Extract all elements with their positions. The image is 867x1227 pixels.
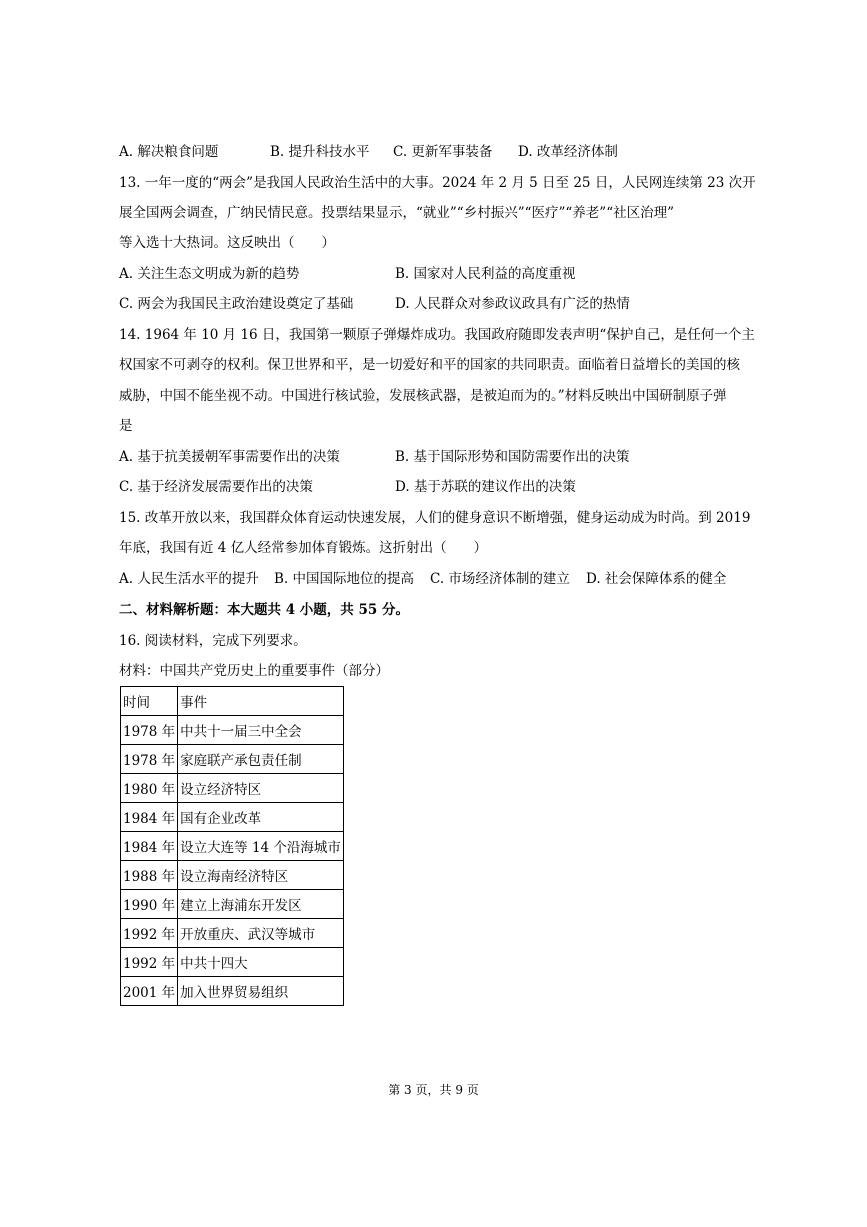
q13-stem-line-2: 展全国两会调查，广纳民情民意。投票结果显示，“就业”“乡村振兴”“医疗”“养老”“社区治理”: [119, 205, 675, 221]
table-cell-event: 设立经济特区: [178, 774, 344, 803]
events-table: [120, 686, 344, 1006]
table-header-event: 事件: [178, 687, 344, 716]
q13-stem-line-3: 等入选十大热词。这反映出（ ）: [119, 235, 335, 251]
q15-option-a: A. 人民生活水平的提升: [119, 571, 259, 587]
q14-stem-line-1: 14. 1964 年 10 月 16 日，我国第一颗原子弹爆炸成功。我国政府随即发表声明“保护自己，是任何一个主: [119, 327, 755, 343]
q15-stem-line-2: 年底，我国有近 4 亿人经常参加体育锻炼。这折射出（ ）: [119, 540, 488, 556]
q13-option-d: D. 人民群众对参政议政具有广泛的热情: [395, 296, 630, 312]
table-row: [121, 832, 344, 861]
table-row: [121, 890, 344, 919]
q14-option-b: B. 基于国际形势和国防需要作出的决策: [395, 449, 630, 465]
table-cell-event: 开放重庆、武汉等城市: [178, 919, 344, 948]
q13-option-b: B. 国家对人民利益的高度重视: [395, 266, 576, 282]
q15-option-c: C. 市场经济体制的建立: [430, 571, 570, 587]
table-header-row: [121, 687, 344, 716]
table-header-time: 时间: [121, 687, 178, 716]
table-cell-time: 1980 年: [121, 774, 178, 803]
table-row: [121, 803, 344, 832]
q12-option-c: C. 更新军事装备: [393, 144, 493, 160]
table-cell-event: 中共十四大: [178, 948, 344, 977]
page-footer: 第 3 页，共 9 页: [388, 1083, 479, 1097]
table-cell-event: 中共十一届三中全会: [178, 716, 344, 745]
q14-option-c: C. 基于经济发展需要作出的决策: [119, 479, 313, 495]
table-cell-time: 1988 年: [121, 861, 178, 890]
table-cell-time: 1978 年: [121, 716, 178, 745]
q15-option-b: B. 中国国际地位的提高: [274, 571, 415, 587]
q14-stem-line-3: 威胁，中国不能坐视不动。中国进行核试验，发展核武器，是被迫而为的。”材料反映出中国研制原子弹: [119, 388, 727, 404]
table-cell-time: 2001 年: [121, 977, 178, 1006]
table-cell-event: 建立上海浦东开发区: [178, 890, 344, 919]
table-cell-time: 1992 年: [121, 948, 178, 977]
material-caption: 材料：中国共产党历史上的重要事件（部分）: [119, 663, 389, 679]
q15-option-d: D. 社会保障体系的健全: [586, 571, 727, 587]
table-cell-time: 1984 年: [121, 803, 178, 832]
table-row: [121, 948, 344, 977]
q14-option-a: A. 基于抗美援朝军事需要作出的决策: [119, 449, 340, 465]
table-cell-time: 1978 年: [121, 745, 178, 774]
table-row: [121, 745, 344, 774]
q12-option-d: D. 改革经济体制: [518, 144, 618, 160]
table-cell-event: 家庭联产承包责任制: [178, 745, 344, 774]
table-row: [121, 774, 344, 803]
q14-stem-line-4: 是: [119, 418, 133, 434]
table-row: [121, 919, 344, 948]
q14-option-d: D. 基于苏联的建议作出的决策: [395, 479, 576, 495]
table-row: [121, 861, 344, 890]
q13-option-c: C. 两会为我国民主政治建设奠定了基础: [119, 296, 354, 312]
q15-stem-line-1: 15. 改革开放以来，我国群众体育运动快速发展，人们的健身意识不断增强，健身运动成为时尚。到 2019: [119, 510, 751, 526]
table-cell-event: 设立海南经济特区: [178, 861, 344, 890]
q16-prompt: 16. 阅读材料，完成下列要求。: [119, 633, 307, 649]
table-cell-event: 设立大连等 14 个沿海城市: [178, 832, 344, 861]
q12-option-a: A. 解决粮食问题: [119, 144, 219, 160]
q13-stem-line-1: 13. 一年一度的“两会”是我国人民政治生活中的大事。2024 年 2 月 5 日至 25 日，人民网连续第 23 次开: [119, 175, 756, 191]
section-2-heading: 二、材料解析题：本大题共 4 小题，共 55 分。: [119, 602, 409, 618]
q12-option-b: B. 提升科技水平: [270, 144, 370, 160]
q14-stem-line-2: 权国家不可剥夺的权利。保卫世界和平，是一切爱好和平的国家的共同职责。面临着日益增长的美国的核: [119, 357, 740, 373]
table-cell-time: 1992 年: [121, 919, 178, 948]
table-cell-event: 加入世界贸易组织: [178, 977, 344, 1006]
table-row: [121, 716, 344, 745]
table-cell-time: 1990 年: [121, 890, 178, 919]
table-cell-time: 1984 年: [121, 832, 178, 861]
table-row: [121, 977, 344, 1006]
q13-option-a: A. 关注生态文明成为新的趋势: [119, 266, 300, 282]
table-cell-event: 国有企业改革: [178, 803, 344, 832]
